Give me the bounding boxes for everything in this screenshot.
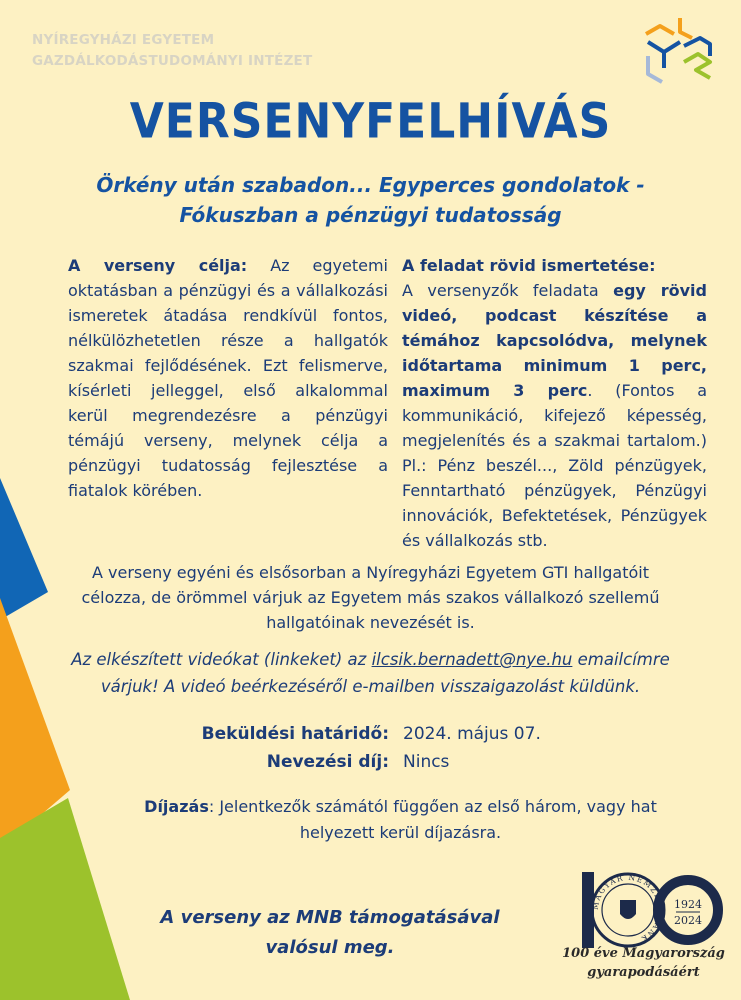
mnb-year-bottom: 2024 — [674, 914, 702, 927]
subtitle — [40, 170, 701, 230]
task-intro: A versenyzők feladata — [402, 281, 614, 300]
task-heading-text: A feladat rövid ismertetése: — [402, 256, 656, 275]
submission-after: emailcímre várjuk! A videó beérkezéséről e-mailben visszaigazolást küldünk. — [100, 650, 670, 696]
deadline-label: Beküldési határidő: — [201, 724, 389, 744]
university-logo-icon — [640, 12, 716, 88]
mnb-caption-line-2: gyarapodásáért — [587, 965, 700, 980]
subtitle-line-2: Fókuszban a pénzügyi tudatosság — [179, 203, 562, 227]
mnb-ring-text: MAGYAR NEMZETI BANK — [590, 872, 666, 944]
sponsor-line-1: A verseny az MNB támogatásával — [160, 907, 500, 928]
mnb-caption-line-1: 100 éve Magyarország — [562, 946, 725, 961]
blue-shape — [0, 478, 48, 620]
sponsor-note — [160, 903, 500, 963]
task-section — [402, 253, 707, 553]
submission-paragraph — [60, 646, 681, 700]
prize-label: Díjazás — [144, 797, 209, 816]
green-shape — [0, 798, 130, 1000]
page-title: VERSENYFELHÍVÁS — [129, 93, 612, 150]
submission-before: Az elkészített videókat (linkeket) az — [71, 650, 372, 669]
institution-line-1: NYÍREGYHÁZI EGYETEM — [32, 32, 215, 48]
mnb-caption — [556, 944, 731, 982]
goal-heading: A verseny célja: — [68, 256, 248, 275]
task-bold: egy rövid videó, podcast készítése a témához kapcsolódva, melynek időtartama minimum 1 perc, maximum 3 perc — [402, 281, 707, 400]
fee-value: Nincs — [403, 752, 450, 772]
institution-name — [32, 30, 312, 72]
institution-line-2: GAZDÁLKODÁSTUDOMÁNYI INTÉZET — [32, 53, 313, 69]
sponsor-line-2: valósul meg. — [265, 937, 395, 958]
prize-paragraph — [120, 794, 681, 846]
prize-text: : Jelentkezők számától függően az első három, vagy hat helyezett kerül díjazásra. — [208, 797, 657, 842]
mnb-100-logo-icon — [578, 870, 728, 950]
subtitle-line-1: Örkény után szabadon... Egyperces gondolatok - — [96, 173, 645, 197]
deadline-value: 2024. május 07. — [403, 724, 541, 744]
goal-text: Az egyetemi oktatásban a pénzügyi és a vállalkozási ismeretek átadása rendkívül fontos, nélkülözhetetlen része a hallgatók szakmai fejlődésének. Ezt felismerve, kísérleti jelleggel, első alkalommal kerül megrendezésre a pénzügyi témájú verseny, melynek célja a pénzügyi tudatosság fejlesztése a fiatalok körében. — [68, 256, 388, 500]
fee-label: Nevezési díj: — [266, 752, 389, 772]
mnb-year-top: 1924 — [674, 898, 702, 911]
orange-shape — [0, 598, 70, 850]
eligibility-paragraph: A verseny egyéni és elsősorban a Nyíregyházi Egyetem GTI hallgatóit célozza, de örömmel várjuk az Egyetem más szakos vállalkozó szellemű hallgatóinak nevezését is. — [81, 563, 660, 632]
task-body — [402, 278, 707, 553]
goal-section — [68, 253, 388, 503]
task-rest: . (Fontos a kommunikáció, kifejező képesség, megjelenítés és a szakmai tartalom.) Pl.: Pénz beszél..., Zöld pénzügyek, Fenntartható pénzügyek, Pénzügyi innovációk, Befektetések, Pénzügyek és vállalkozás stb. — [402, 381, 707, 550]
email-link[interactable]: ilcsik.bernadett@nye.hu — [371, 650, 573, 669]
task-heading — [402, 253, 707, 278]
